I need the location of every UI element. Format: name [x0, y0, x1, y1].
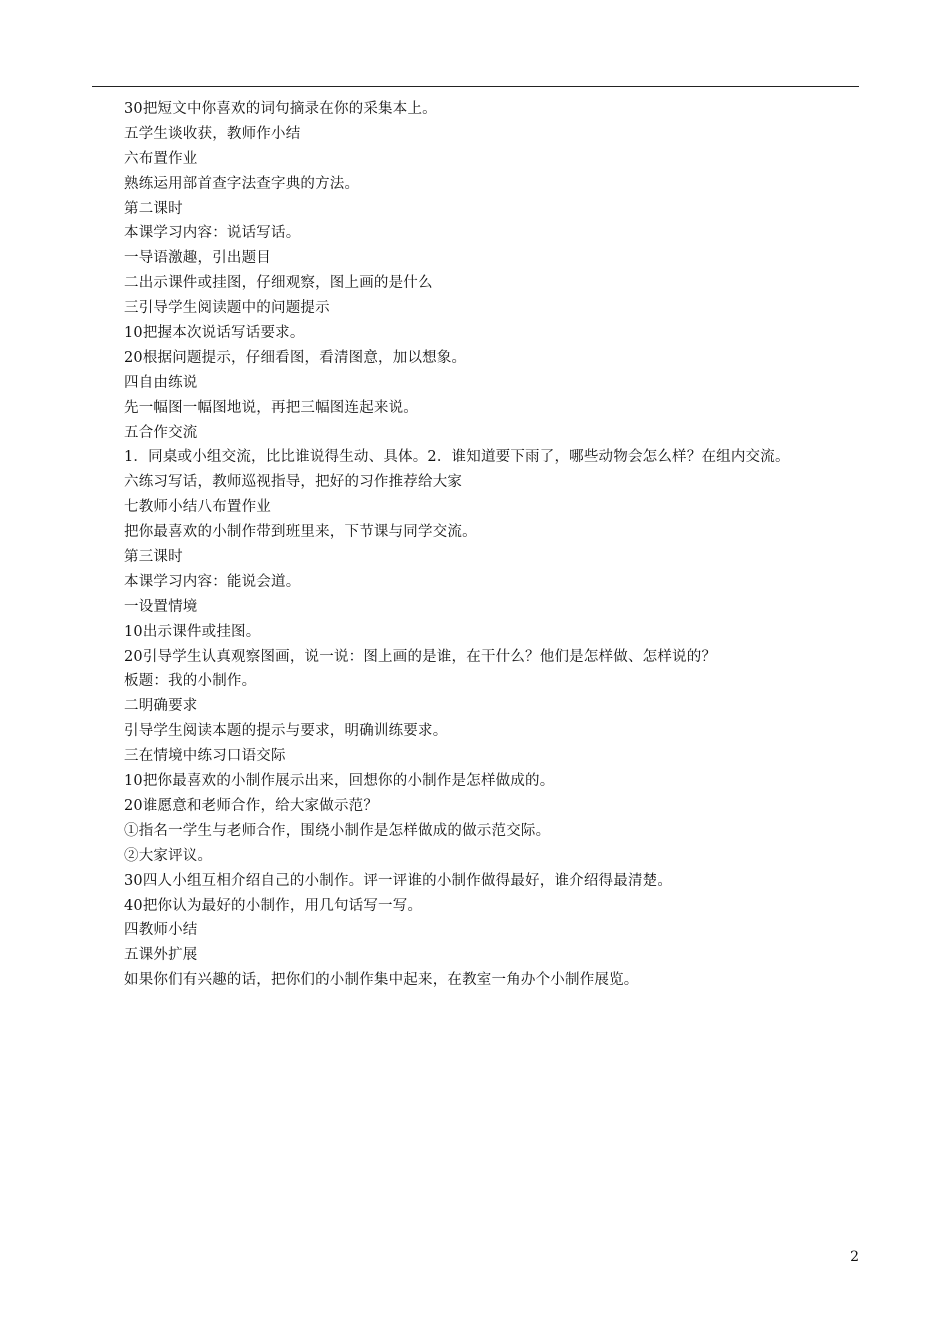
- text-line: 30把短文中你喜欢的词句摘录在你的采集本上。: [124, 101, 437, 117]
- text-line: 把你最喜欢的小制作带到班里来，下节课与同学交流。: [124, 524, 477, 541]
- text-line: 熟练运用部首查字法查字典的方法。: [124, 175, 360, 192]
- text-line: 10把你最喜欢的小制作展示出来，回想你的小制作是怎样做成的。: [124, 773, 555, 790]
- section-heading: 三引导学生阅读题中的问题提示: [124, 300, 330, 317]
- lesson-heading: 第二课时: [124, 200, 183, 217]
- text-line: 如果你们有兴趣的话，把你们的小制作集中起来，在教室一角办个小制作展览。: [124, 972, 639, 989]
- text-line: 引导学生阅读本题的提示与要求，明确训练要求。: [124, 723, 448, 740]
- section-heading: 六练习写话，教师巡视指导，把好的习作推荐给大家: [124, 474, 463, 491]
- header-rule: [92, 86, 859, 87]
- text-line: 20引导学生认真观察图画，说一说：图上画的是谁，在干什么？他们是怎样做、怎样说的？: [124, 648, 717, 665]
- text-line: 40把你认为最好的小制作，用几句话写一写。: [124, 897, 423, 914]
- section-heading: 三在情境中练习口语交际: [124, 748, 286, 765]
- section-heading: 七教师小结八布置作业: [124, 499, 271, 516]
- document-body: [124, 97, 904, 993]
- text-line: 本课学习内容：能说会道。: [124, 573, 301, 590]
- section-heading: 二出示课件或挂图，仔细观察，图上画的是什么: [124, 275, 433, 292]
- lesson-heading: 第三课时: [124, 549, 183, 566]
- page-number: 2: [850, 1249, 859, 1265]
- text-line: 10把握本次说话写话要求。: [124, 325, 305, 342]
- section-heading: 一导语激趣，引出题目: [124, 250, 271, 267]
- section-heading: 五合作交流: [124, 424, 198, 441]
- text-line: ①指名一学生与老师合作，围绕小制作是怎样做成的做示范交际。: [124, 822, 551, 839]
- text-line: 1．同桌或小组交流，比比谁说得生动、具体。2．谁知道要下雨了，哪些动物会怎么样？在组内交流。: [124, 449, 790, 466]
- section-heading: 六布置作业: [124, 150, 198, 167]
- section-heading: 一设置情境: [124, 598, 198, 615]
- text-line: 本课学习内容：说话写话。: [124, 225, 301, 242]
- text-line: 20谁愿意和老师合作，给大家做示范？: [124, 797, 379, 814]
- section-heading: 四自由练说: [124, 374, 198, 391]
- text-line: 先一幅图一幅图地说，再把三幅图连起来说。: [124, 399, 418, 416]
- section-heading: 五学生谈收获，教师作小结: [124, 125, 301, 142]
- section-heading: 二明确要求: [124, 698, 198, 715]
- text-line: 板题：我的小制作。: [124, 673, 257, 690]
- section-heading: 四教师小结: [124, 922, 198, 939]
- text-line: ②大家评议。: [124, 847, 213, 864]
- text-line: 20根据问题提示，仔细看图，看清图意，加以想象。: [124, 349, 467, 366]
- text-line: 30四人小组互相介绍自己的小制作。评一评谁的小制作做得最好，谁介绍得最清楚。: [124, 872, 673, 889]
- section-heading: 五课外扩展: [124, 947, 198, 964]
- text-line: 10出示课件或挂图。: [124, 623, 261, 640]
